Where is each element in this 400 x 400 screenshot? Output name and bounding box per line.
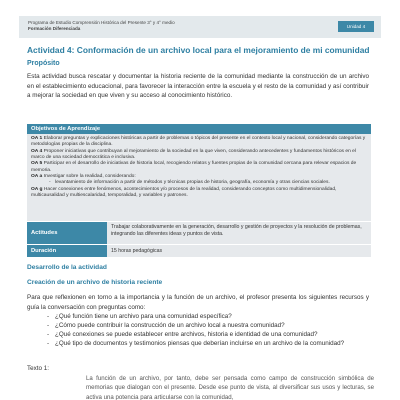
list-item: - ¿Qué función tiene un archivo para una comunidad específica? bbox=[47, 312, 373, 321]
texto-label: Texto 1: bbox=[27, 365, 50, 372]
desarrollo-subheading: Creación de un archivo de historia reciente bbox=[27, 279, 163, 286]
objective-item: OA 5 Participar en el desarrollo de iniciativas de historia local, recogiendo relatos y fuentes propias de la comunidad cercana para relevar espacios de memoria. bbox=[31, 161, 357, 173]
desarrollo-heading: Desarrollo de la actividad bbox=[27, 264, 107, 271]
proposito-heading: Propósito bbox=[27, 60, 60, 67]
objetivos-body bbox=[27, 134, 371, 221]
duracion-label: Duración bbox=[27, 245, 107, 257]
actitudes-label: Actitudes bbox=[27, 222, 107, 244]
unit-badge: Unidad 4 bbox=[338, 21, 374, 32]
texto-quote: La función de un archivo, por tanto, debe ser pensada como campo de construcción simbólica de memorias que dialogan con el presente. Desde ese punto de vista, al diversificar sus usos y lecturas, se activa una potencia para articularse con la comunidad, bbox=[86, 375, 374, 400]
actitudes-text: Trabajar colaborativamente en la generación, desarrollo y gestión de proyectos y la resolución de problemas, integrando las diferentes ideas y puntos de vista. bbox=[107, 222, 371, 244]
objective-item: OA 1 Elaborar preguntas y explicaciones históricas a partir de problemas o tópicos del presente en el contexto local y nacional, considerando categorías y metodologías propias de la disciplina. bbox=[31, 136, 366, 148]
desarrollo-intro: Para que reflexionen en torno a la importancia y la función de un archivo, el profesor presenta los siguientes recursos y guía la conversación con preguntas como: bbox=[27, 294, 369, 311]
activity-title: Actividad 4: Conformación de un archivo local para el mejoramiento de mi comunidad bbox=[27, 45, 370, 55]
objective-bullet: - levantamiento de información a partir de métodos y técnicas propias de historia, geografía, economía y otras ciencias sociales. bbox=[49, 180, 367, 186]
objective-item: OA a Investigar sobre la realidad, considerando: bbox=[31, 174, 136, 180]
duracion-text: 15 horas pedagógicas bbox=[107, 245, 371, 257]
program-name: Programa de Estudio Comprensión Histórica del Presente 3° y 4° medio bbox=[28, 20, 175, 25]
question-list bbox=[47, 312, 373, 348]
header-text bbox=[28, 20, 175, 32]
list-item: - ¿Qué conexiones se puede establecer entre archivos, historia e identidad de una comunidad? bbox=[47, 330, 373, 339]
proposito-text: Esta actividad busca rescatar y documentar la historia reciente de la comunidad mediante la construcción de un archivo en el establecimiento educacional, para favorecer la interacción entre la escuela y el resto de la comunidad y así contribuir a mejorar la sociedad en que viven y su acceso al conocimiento histórico. bbox=[27, 73, 369, 99]
page-header bbox=[19, 16, 381, 38]
list-item: - ¿Cómo puede contribuir la construcción de un archivo local a nuestra comunidad? bbox=[47, 321, 373, 330]
objective-item: OA g Hacer conexiones entre fenómenos, acontecimientos y/o procesos de la realidad, considerando conceptos como multidimensionalidad, multicausalidad y multiescalaridad, temporalidad, y variables y patrones. bbox=[31, 186, 337, 199]
objective-item: OA 4 Proponer iniciativas que contribuyan al mejoramiento de la sociedad en la que viven, considerando antecedentes y fundamentos históricos en el marco de una sociedad democrática e inclusiva. bbox=[31, 148, 356, 161]
objetivos-heading: Objetivos de Aprendizaje bbox=[27, 124, 371, 134]
list-item: - ¿Qué tipo de documentos y testimonios piensas que deberían incluirse en un archivo de la comunidad? bbox=[47, 339, 373, 348]
formation-name: Formación Diferenciada bbox=[28, 26, 81, 31]
